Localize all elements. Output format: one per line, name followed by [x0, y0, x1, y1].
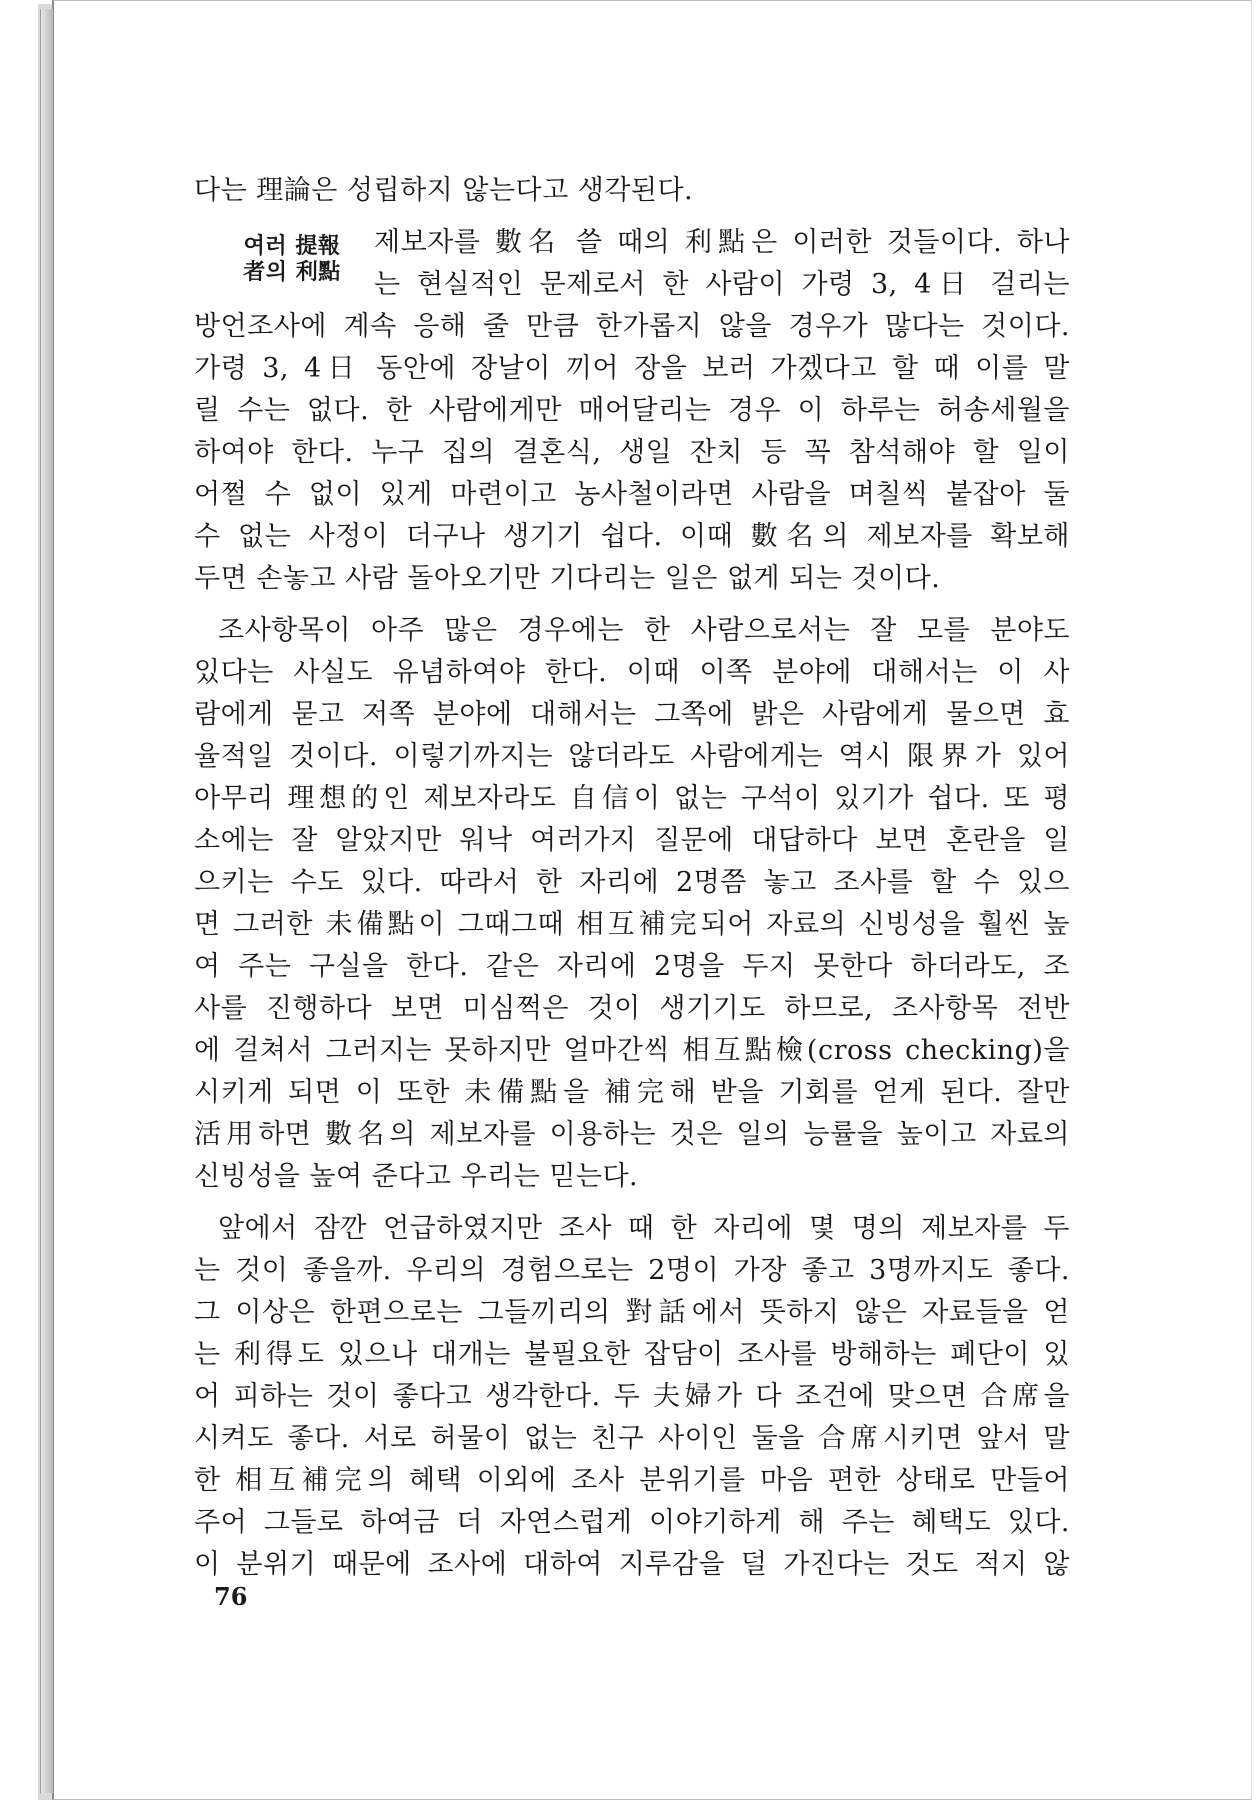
text-line: 율적일 것이다. 이렇기까지는 않더라도 사람에게는 역시 限界가 있어 [194, 741, 1070, 772]
margin-note-line: 者의 利點 [243, 260, 341, 285]
text-line: 시켜도 좋다. 서로 허물이 없는 친구 사이인 둘을 合席시키면 앞서 말 [194, 1423, 1070, 1454]
text-line: 면 그러한 未備點이 그때그때 相互補完되어 자료의 신빙성을 훨씬 높 [194, 909, 1070, 940]
text-line: 는 현실적인 문제로서 한 사람이 가령 3, 4日 걸리는 [374, 269, 1070, 300]
text-line: 아무리 理想的인 제보자라도 自信이 없는 구석이 있기가 쉽다. 또 평 [194, 783, 1070, 814]
text-line: 신빙성을 높여 준다고 우리는 믿는다. [194, 1161, 639, 1192]
margin-note-line: 여러 提報 [243, 234, 341, 259]
text-line: 어쩔 수 없이 있게 마련이고 농사철이라면 사람을 며칠씩 붙잡아 둘 [194, 479, 1070, 510]
text-line: 에 걸쳐서 그러지는 못하지만 얼마간씩 相互點檢(cross checking)을 [194, 1035, 1070, 1066]
text-line: 조사항목이 아주 많은 경우에는 한 사람으로서는 잘 모를 분야도 [218, 615, 1070, 646]
text-line: 소에는 잘 알았지만 워낙 여러가지 질문에 대답하다 보면 혼란을 일 [194, 825, 1070, 856]
text-line: 는 것이 좋을까. 우리의 경험으로는 2명이 가장 좋고 3명까지도 좋다. [194, 1255, 1070, 1286]
text-line: 가령 3, 4日 동안에 장날이 끼어 장을 보러 가겠다고 할 때 이를 말 [194, 353, 1070, 384]
text-line: 두면 손놓고 사람 돌아오기만 기다리는 일은 없게 되는 것이다. [194, 563, 941, 594]
text-line: 주어 그들로 하여금 더 자연스럽게 이야기하게 해 주는 혜택도 있다. [194, 1507, 1070, 1538]
text-line: 앞에서 잠깐 언급하였지만 조사 때 한 자리에 몇 명의 제보자를 두 [218, 1213, 1070, 1244]
text-line: 수 없는 사정이 더구나 생기기 쉽다. 이때 數名의 제보자를 확보해 [194, 521, 1070, 552]
text-line: 다는 理論은 성립하지 않는다고 생각된다. [194, 175, 694, 206]
text-line: 하여야 한다. 누구 집의 결혼식, 생일 잔치 등 꼭 참석해야 할 일이 [194, 437, 1070, 468]
text-line: 으키는 수도 있다. 따라서 한 자리에 2명쯤 놓고 조사를 할 수 있으 [194, 867, 1070, 898]
body-text [194, 170, 1070, 1586]
text-line: 방언조사에 계속 응해 줄 만큼 한가롭지 않을 경우가 많다는 것이다. [194, 311, 1070, 342]
page-number: 76 [214, 1582, 248, 1611]
text-line: 여 주는 구실을 한다. 같은 자리에 2명을 두지 못한다 하더라도, 조 [194, 951, 1070, 982]
text-line: 어 피하는 것이 좋다고 생각한다. 두 夫婦가 다 조건에 맞으면 合席을 [194, 1381, 1070, 1412]
text-line: 그 이상은 한편으로는 그들끼리의 對話에서 뜻하지 않은 자료들을 얻 [194, 1297, 1070, 1328]
text-line: 릴 수는 없다. 한 사람에게만 매어달리는 경우 이 하루는 허송세월을 [194, 395, 1070, 426]
text-line: 람에게 묻고 저쪽 분야에 대해서는 그쪽에 밝은 사람에게 물으면 효 [194, 699, 1070, 730]
text-line: 시키게 되면 이 또한 未備點을 補完해 받을 기회를 얻게 된다. 잘만 [194, 1077, 1070, 1108]
text-line: 한 相互補完의 혜택 이외에 조사 분위기를 마음 편한 상태로 만들어 [194, 1465, 1070, 1496]
text-line: 는 利得도 있으나 대개는 불필요한 잡담이 조사를 방해하는 폐단이 있 [194, 1339, 1070, 1370]
text-line: 있다는 사실도 유념하여야 한다. 이때 이쪽 분야에 대해서는 이 사 [194, 657, 1070, 688]
text-line: 사를 진행하다 보면 미심쩍은 것이 생기기도 하므로, 조사항목 전반 [194, 993, 1070, 1024]
text-line: 제보자를 數名 쓸 때의 利點은 이러한 것들이다. 하나 [374, 227, 1070, 258]
text-line: 이 분위기 때문에 조사에 대하여 지루감을 덜 가진다는 것도 적지 않 [194, 1549, 1070, 1580]
text-line: 活用하면 數名의 제보자를 이용하는 것은 일의 능률을 높이고 자료의 [194, 1119, 1070, 1150]
